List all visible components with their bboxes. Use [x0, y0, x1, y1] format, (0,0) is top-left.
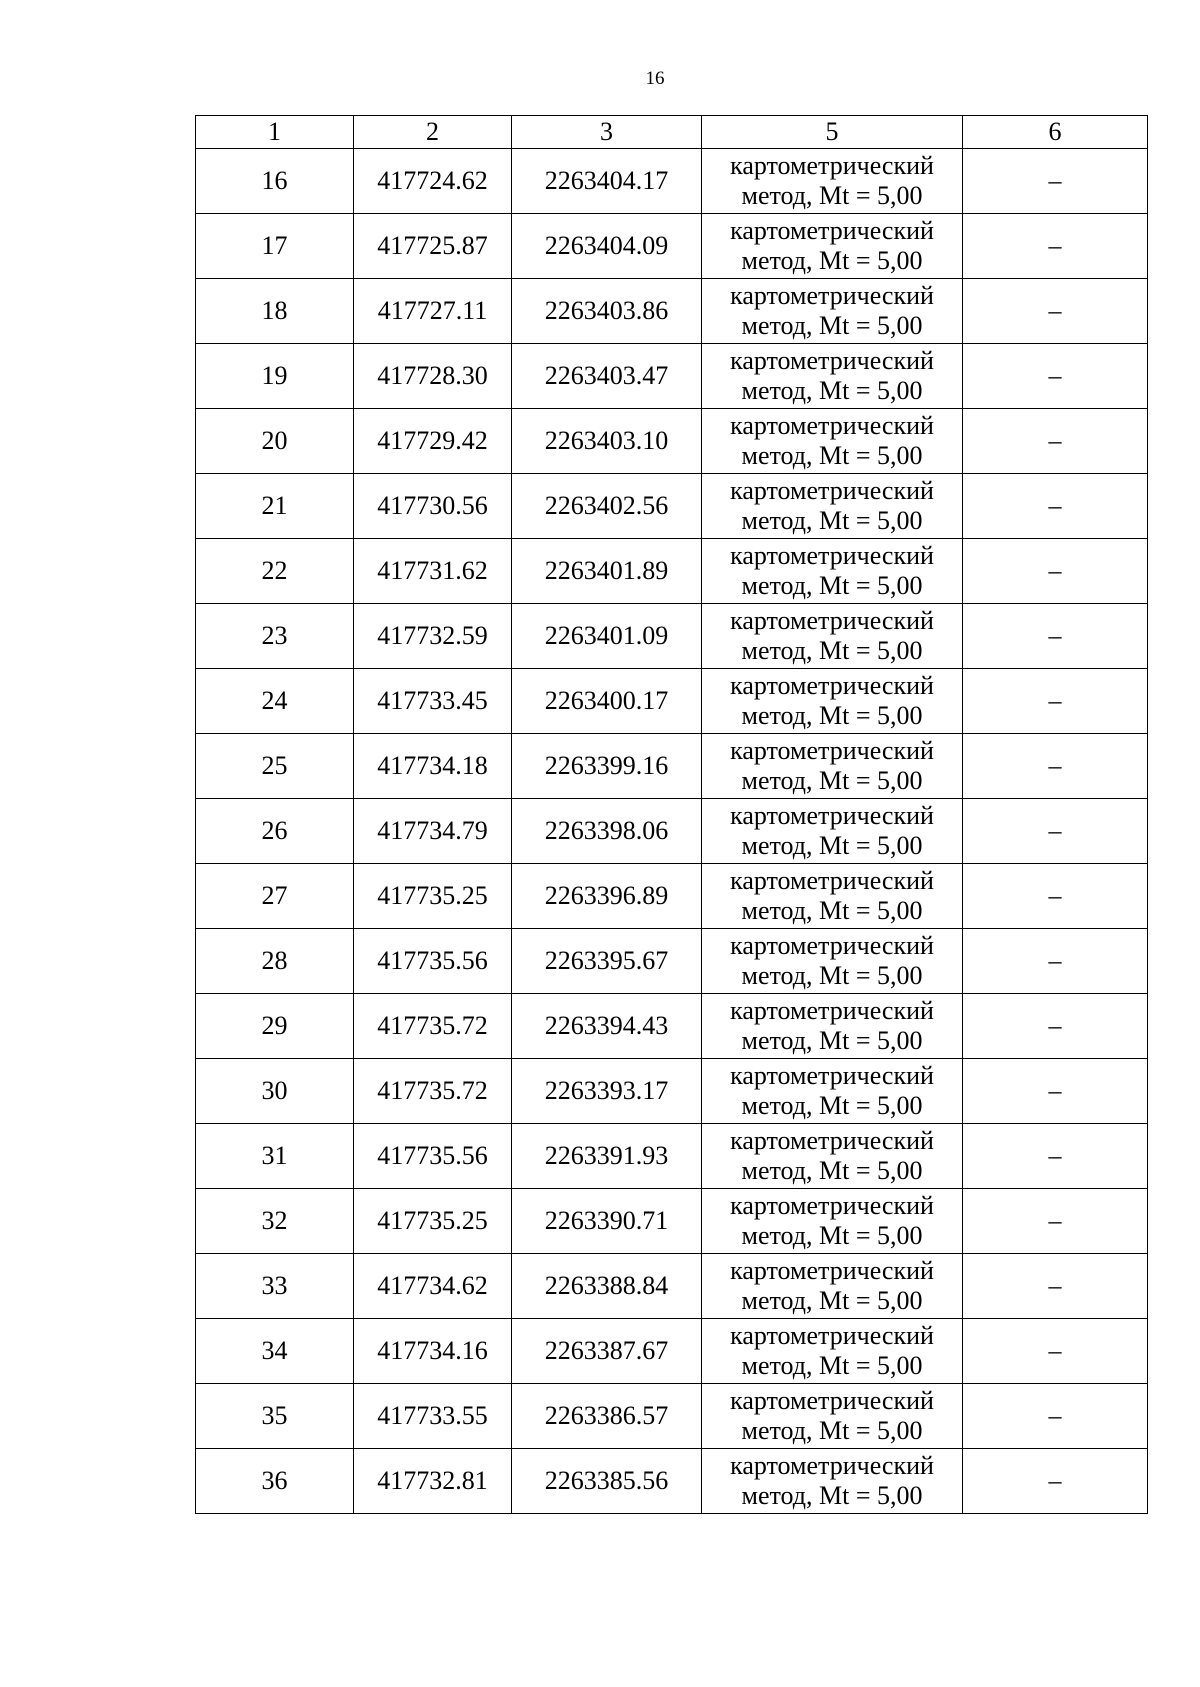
y-coordinate-cell: 2263386.57	[512, 1384, 702, 1449]
method-line-1: картометрический	[730, 1126, 934, 1155]
method-cell	[702, 929, 963, 994]
y-coordinate-cell: 2263388.84	[512, 1254, 702, 1319]
x-coordinate-cell: 417727.11	[354, 279, 512, 344]
point-number-cell: 16	[196, 149, 354, 214]
x-coordinate-cell: 417732.81	[354, 1449, 512, 1514]
method-line-1: картометрический	[730, 931, 934, 960]
method-line-2: метод, Mt = 5,00	[741, 246, 923, 275]
method-cell	[702, 604, 963, 669]
y-coordinate-cell: 2263395.67	[512, 929, 702, 994]
point-number-cell: 24	[196, 669, 354, 734]
method-line-2: метод, Mt = 5,00	[741, 701, 923, 730]
method-cell	[702, 344, 963, 409]
table-row	[196, 1449, 1148, 1514]
note-cell: –	[963, 539, 1148, 604]
method-line-1: картометрический	[730, 1191, 934, 1220]
y-coordinate-cell: 2263403.10	[512, 409, 702, 474]
note-cell: –	[963, 994, 1148, 1059]
note-cell: –	[963, 149, 1148, 214]
note-cell: –	[963, 1319, 1148, 1384]
point-number-cell: 19	[196, 344, 354, 409]
note-cell: –	[963, 344, 1148, 409]
method-cell	[702, 799, 963, 864]
y-coordinate-cell: 2263402.56	[512, 474, 702, 539]
method-cell	[702, 1319, 963, 1384]
table-row	[196, 994, 1148, 1059]
table-row	[196, 344, 1148, 409]
method-line-1: картометрический	[730, 1451, 934, 1480]
column-header: 3	[512, 116, 702, 149]
method-line-1: картометрический	[730, 736, 934, 765]
method-line-2: метод, Mt = 5,00	[741, 1221, 923, 1250]
method-line-2: метод, Mt = 5,00	[741, 571, 923, 600]
method-line-1: картометрический	[730, 411, 934, 440]
table-row	[196, 279, 1148, 344]
table-row	[196, 1384, 1148, 1449]
x-coordinate-cell: 417734.62	[354, 1254, 512, 1319]
table-row	[196, 149, 1148, 214]
note-cell: –	[963, 1384, 1148, 1449]
point-number-cell: 23	[196, 604, 354, 669]
x-coordinate-cell: 417731.62	[354, 539, 512, 604]
method-line-1: картометрический	[730, 281, 934, 310]
method-line-1: картометрический	[730, 346, 934, 375]
method-line-2: метод, Mt = 5,00	[741, 636, 923, 665]
y-coordinate-cell: 2263403.86	[512, 279, 702, 344]
y-coordinate-cell: 2263403.47	[512, 344, 702, 409]
method-cell	[702, 864, 963, 929]
note-cell: –	[963, 864, 1148, 929]
x-coordinate-cell: 417734.79	[354, 799, 512, 864]
method-cell	[702, 1384, 963, 1449]
column-header: 2	[354, 116, 512, 149]
note-cell: –	[963, 279, 1148, 344]
y-coordinate-cell: 2263390.71	[512, 1189, 702, 1254]
table-row	[196, 929, 1148, 994]
method-cell	[702, 1254, 963, 1319]
y-coordinate-cell: 2263394.43	[512, 994, 702, 1059]
note-cell: –	[963, 799, 1148, 864]
column-header: 5	[702, 116, 963, 149]
x-coordinate-cell: 417734.18	[354, 734, 512, 799]
point-number-cell: 33	[196, 1254, 354, 1319]
method-cell	[702, 1189, 963, 1254]
y-coordinate-cell: 2263398.06	[512, 799, 702, 864]
table-row	[196, 409, 1148, 474]
method-line-2: метод, Mt = 5,00	[741, 311, 923, 340]
point-number-cell: 28	[196, 929, 354, 994]
note-cell: –	[963, 604, 1148, 669]
method-cell	[702, 734, 963, 799]
point-number-cell: 27	[196, 864, 354, 929]
note-cell: –	[963, 474, 1148, 539]
method-line-1: картометрический	[730, 476, 934, 505]
method-cell	[702, 1124, 963, 1189]
point-number-cell: 32	[196, 1189, 354, 1254]
method-cell	[702, 994, 963, 1059]
table-row	[196, 539, 1148, 604]
point-number-cell: 22	[196, 539, 354, 604]
x-coordinate-cell: 417728.30	[354, 344, 512, 409]
method-line-2: метод, Mt = 5,00	[741, 506, 923, 535]
y-coordinate-cell: 2263401.89	[512, 539, 702, 604]
method-line-1: картометрический	[730, 866, 934, 895]
x-coordinate-cell: 417732.59	[354, 604, 512, 669]
column-header: 6	[963, 116, 1148, 149]
method-line-1: картометрический	[730, 151, 934, 180]
table-row	[196, 604, 1148, 669]
column-header: 1	[196, 116, 354, 149]
point-number-cell: 36	[196, 1449, 354, 1514]
method-cell	[702, 539, 963, 604]
y-coordinate-cell: 2263404.09	[512, 214, 702, 279]
method-line-2: метод, Mt = 5,00	[741, 1026, 923, 1055]
note-cell: –	[963, 1449, 1148, 1514]
x-coordinate-cell: 417733.55	[354, 1384, 512, 1449]
point-number-cell: 30	[196, 1059, 354, 1124]
method-line-2: метод, Mt = 5,00	[741, 1481, 923, 1510]
point-number-cell: 17	[196, 214, 354, 279]
x-coordinate-cell: 417735.25	[354, 1189, 512, 1254]
method-line-1: картометрический	[730, 216, 934, 245]
table-row	[196, 799, 1148, 864]
x-coordinate-cell: 417733.45	[354, 669, 512, 734]
point-number-cell: 18	[196, 279, 354, 344]
point-number-cell: 20	[196, 409, 354, 474]
method-line-2: метод, Mt = 5,00	[741, 181, 923, 210]
point-number-cell: 25	[196, 734, 354, 799]
method-line-1: картометрический	[730, 996, 934, 1025]
table-row	[196, 1059, 1148, 1124]
method-line-1: картометрический	[730, 671, 934, 700]
x-coordinate-cell: 417724.62	[354, 149, 512, 214]
method-line-2: метод, Mt = 5,00	[741, 1416, 923, 1445]
y-coordinate-cell: 2263396.89	[512, 864, 702, 929]
method-cell	[702, 149, 963, 214]
point-number-cell: 29	[196, 994, 354, 1059]
x-coordinate-cell: 417735.25	[354, 864, 512, 929]
x-coordinate-cell: 417730.56	[354, 474, 512, 539]
method-line-2: метод, Mt = 5,00	[741, 831, 923, 860]
table-header-row	[196, 116, 1148, 149]
y-coordinate-cell: 2263400.17	[512, 669, 702, 734]
y-coordinate-cell: 2263391.93	[512, 1124, 702, 1189]
method-line-2: метод, Mt = 5,00	[741, 376, 923, 405]
point-number-cell: 21	[196, 474, 354, 539]
note-cell: –	[963, 1124, 1148, 1189]
method-cell	[702, 279, 963, 344]
table-row	[196, 1319, 1148, 1384]
method-line-1: картометрический	[730, 1386, 934, 1415]
method-line-1: картометрический	[730, 606, 934, 635]
note-cell: –	[963, 669, 1148, 734]
point-number-cell: 35	[196, 1384, 354, 1449]
table-row	[196, 1254, 1148, 1319]
point-number-cell: 26	[196, 799, 354, 864]
note-cell: –	[963, 1059, 1148, 1124]
table-row	[196, 734, 1148, 799]
table-row	[196, 474, 1148, 539]
method-line-2: метод, Mt = 5,00	[741, 441, 923, 470]
note-cell: –	[963, 1189, 1148, 1254]
method-line-1: картометрический	[730, 1256, 934, 1285]
method-cell	[702, 1449, 963, 1514]
table-row	[196, 669, 1148, 734]
coordinates-table	[195, 115, 1148, 1514]
table-row	[196, 214, 1148, 279]
table-row	[196, 864, 1148, 929]
table-body	[196, 116, 1148, 1514]
method-cell	[702, 409, 963, 474]
method-cell	[702, 1059, 963, 1124]
point-number-cell: 34	[196, 1319, 354, 1384]
note-cell: –	[963, 734, 1148, 799]
method-line-2: метод, Mt = 5,00	[741, 1091, 923, 1120]
method-line-1: картометрический	[730, 1321, 934, 1350]
y-coordinate-cell: 2263387.67	[512, 1319, 702, 1384]
x-coordinate-cell: 417735.72	[354, 1059, 512, 1124]
y-coordinate-cell: 2263404.17	[512, 149, 702, 214]
y-coordinate-cell: 2263399.16	[512, 734, 702, 799]
note-cell: –	[963, 214, 1148, 279]
y-coordinate-cell: 2263393.17	[512, 1059, 702, 1124]
x-coordinate-cell: 417725.87	[354, 214, 512, 279]
x-coordinate-cell: 417729.42	[354, 409, 512, 474]
x-coordinate-cell: 417734.16	[354, 1319, 512, 1384]
y-coordinate-cell: 2263385.56	[512, 1449, 702, 1514]
x-coordinate-cell: 417735.56	[354, 929, 512, 994]
method-line-1: картометрический	[730, 1061, 934, 1090]
method-cell	[702, 214, 963, 279]
method-line-2: метод, Mt = 5,00	[741, 766, 923, 795]
method-line-2: метод, Mt = 5,00	[741, 1156, 923, 1185]
table-row	[196, 1189, 1148, 1254]
method-line-2: метод, Mt = 5,00	[741, 896, 923, 925]
note-cell: –	[963, 1254, 1148, 1319]
table-row	[196, 1124, 1148, 1189]
method-cell	[702, 669, 963, 734]
method-line-2: метод, Mt = 5,00	[741, 1351, 923, 1380]
x-coordinate-cell: 417735.72	[354, 994, 512, 1059]
method-line-1: картометрический	[730, 541, 934, 570]
method-line-2: метод, Mt = 5,00	[741, 1286, 923, 1315]
method-cell	[702, 474, 963, 539]
x-coordinate-cell: 417735.56	[354, 1124, 512, 1189]
method-line-1: картометрический	[730, 801, 934, 830]
note-cell: –	[963, 409, 1148, 474]
note-cell: –	[963, 929, 1148, 994]
point-number-cell: 31	[196, 1124, 354, 1189]
page-number: 16	[645, 68, 665, 89]
method-line-2: метод, Mt = 5,00	[741, 961, 923, 990]
y-coordinate-cell: 2263401.09	[512, 604, 702, 669]
